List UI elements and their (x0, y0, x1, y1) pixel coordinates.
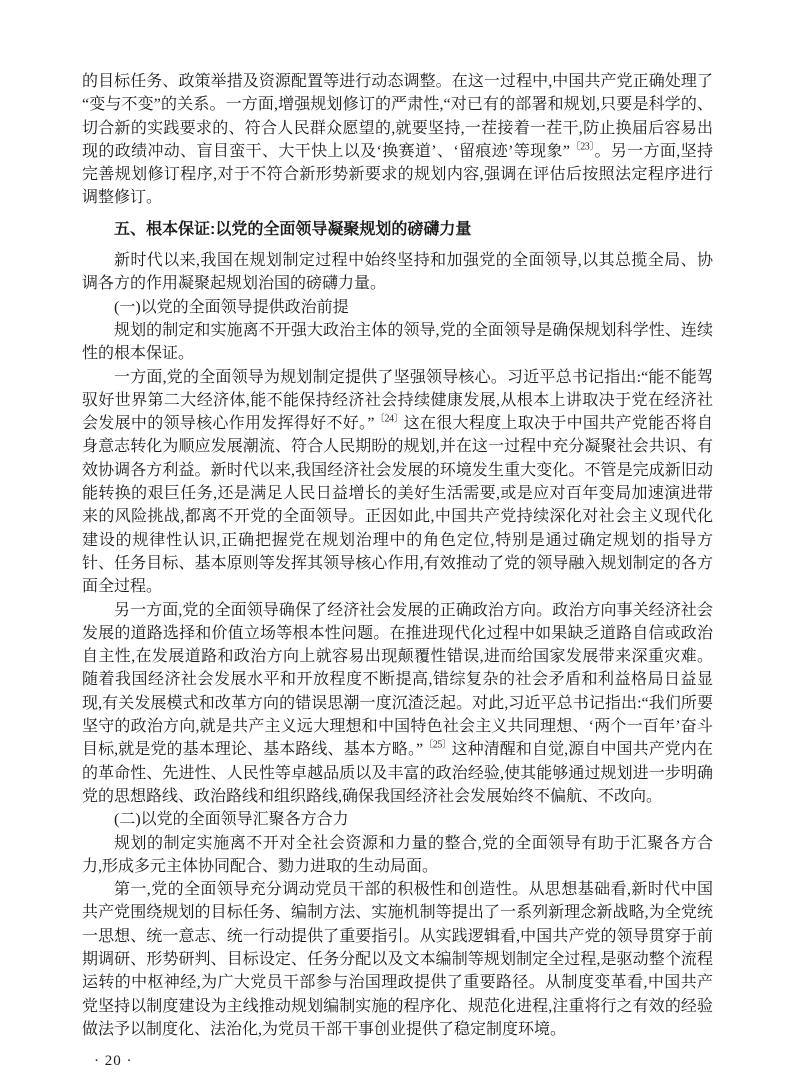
section-heading: 五、根本保证:以党的全面领导凝聚规划的磅礴力量 (114, 220, 472, 238)
footnote-ref: 〔25〕 (423, 739, 452, 751)
body-paragraph: 第一,党的全面领导充分调动党员干部的积极性和创造性。从思想基础看,新时代中国共产党围绕规划的目标任务、编制方法、实施机制等提出了一系列新理念新战略,为全党统一思想、统一意志、统一行动提供了重要指引。从实践逻辑看,中国共产党的领导贯穿于前期调研、形势研判、目标设定、任务分配以及文本编制等规划制定全过程,是驱动整个流程运转的中枢神经,为广大党员干部参与治国理政提供了重要路径。从制度变革看,中国共产党坚持以制度建设为主线推动规划编制实施的程序化、规范化进程,注重将行之有效的经验做法予以制度化、法治化,为党员干部干事创业提供了稳定制度环境。 (82, 881, 713, 1038)
footnote-ref: 〔24〕 (374, 413, 404, 425)
body-paragraph: 规划的制定实施离不开对全社会资源和力量的整合,党的全面领导有助于汇聚各方合力,形成多元主体协同配合、勠力进取的生动局面。 (82, 834, 713, 875)
body-paragraph: 另一方面,党的全面领导确保了经济社会发展的正确政治方向。政治方向事关经济社会发展的道路选择和价值立场等根本性问题。在推进现代化过程中如果缺乏道路自信或政治自主性,在发展道路和政治方向上就容易出现颠覆性错误,进而给国家发展带来深重灾难。随着我国经济社会发展水平和开放程度不断提高,错综复杂的社会矛盾和利益格局日益显现,有关发展模式和改革方向的错误思潮一度沉渣泛起。对此,习近平总书记指出:“我们所要坚守的政治方向,就是共产主义远大理想和中国特色社会主义共同理想、‘两个一百年’奋斗目标,就是党的基本理论、基本路线、基本方略。”$^{〔25〕}$这种清醒和自觉,源自中国共产党内在的革命性、先进性、人民性等卓越品质以及丰富的政治经验,使其能够通过规划进一步明确党的思想路线、政治路线和组织路线,确保我国经济社会发展始终不偏航、不改向。 (82, 601, 713, 805)
body-paragraph-continuation: 的目标任务、政策举措及资源配置等进行动态调整。在这一过程中,中国共产党正确处理了“变与不变”的关系。一方面,增强规划修订的严肃性,“对已有的部署和规划,只要是科学的、切合新的实践要求的、符合人民群众愿望的,就要坚持,一茬接着一茬干,防止换届后容易出现的政绩冲动、盲目蛮干、大干快上以及‘换赛道’、‘留痕迹’等现象”$^{〔23〕}$。另一方面,坚持完善规划修订程序,对于不符合新形势新要求的规划内容,强调在评估后按照法定程序进行调整修订。 (82, 73, 713, 207)
body-paragraph: 规划的制定和实施离不开强大政治主体的领导,党的全面领导是确保规划科学性、连续性的根本保证。 (82, 321, 713, 363)
body-paragraph: 新时代以来,我国在规划制定过程中始终坚持和加强党的全面领导,以其总揽全局、协调各方的作用凝聚起规划治国的磅礴力量。 (82, 252, 713, 293)
footnote-ref: 〔23〕 (570, 141, 595, 153)
page-number: · 20 · (94, 1053, 133, 1070)
body-paragraph: 一方面,党的全面领导为规划制定提供了坚强领导核心。习近平总书记指出:“能不能驾驭好世界第二大经济体,能不能保持经济社会持续健康发展,从根本上讲取决于党在经济社会发展中的领导核心作用发挥得好不好。”$^{〔24〕}$这在很大程度上取决于中国共产党能否将自身意志转化为顺应发展潮流、符合人民期盼的规划,并在这一过程中充分凝聚社会共识、有效协调各方利益。新时代以来,我国经济社会发展的环境发生重大变化。不管是完成新旧动能转换的艰巨任务,还是满足人民日益增长的美好生活需要,或是应对百年变局加速演进带来的风险挑战,都离不开党的全面领导。正因如此,中国共产党持续深化对社会主义现代化建设的规律性认识,正确把握党在规划治理中的角色定位,特别是通过确定规划的指导方针、任务目标、基本原则等发挥其领导核心作用,有效推动了党的领导融入规划制定的各方面全过程。 (82, 368, 713, 596)
subsection-heading: (一)以党的全面领导提供政治前提 (114, 298, 349, 316)
subsection-heading: (二)以党的全面领导汇聚各方合力 (114, 811, 349, 829)
